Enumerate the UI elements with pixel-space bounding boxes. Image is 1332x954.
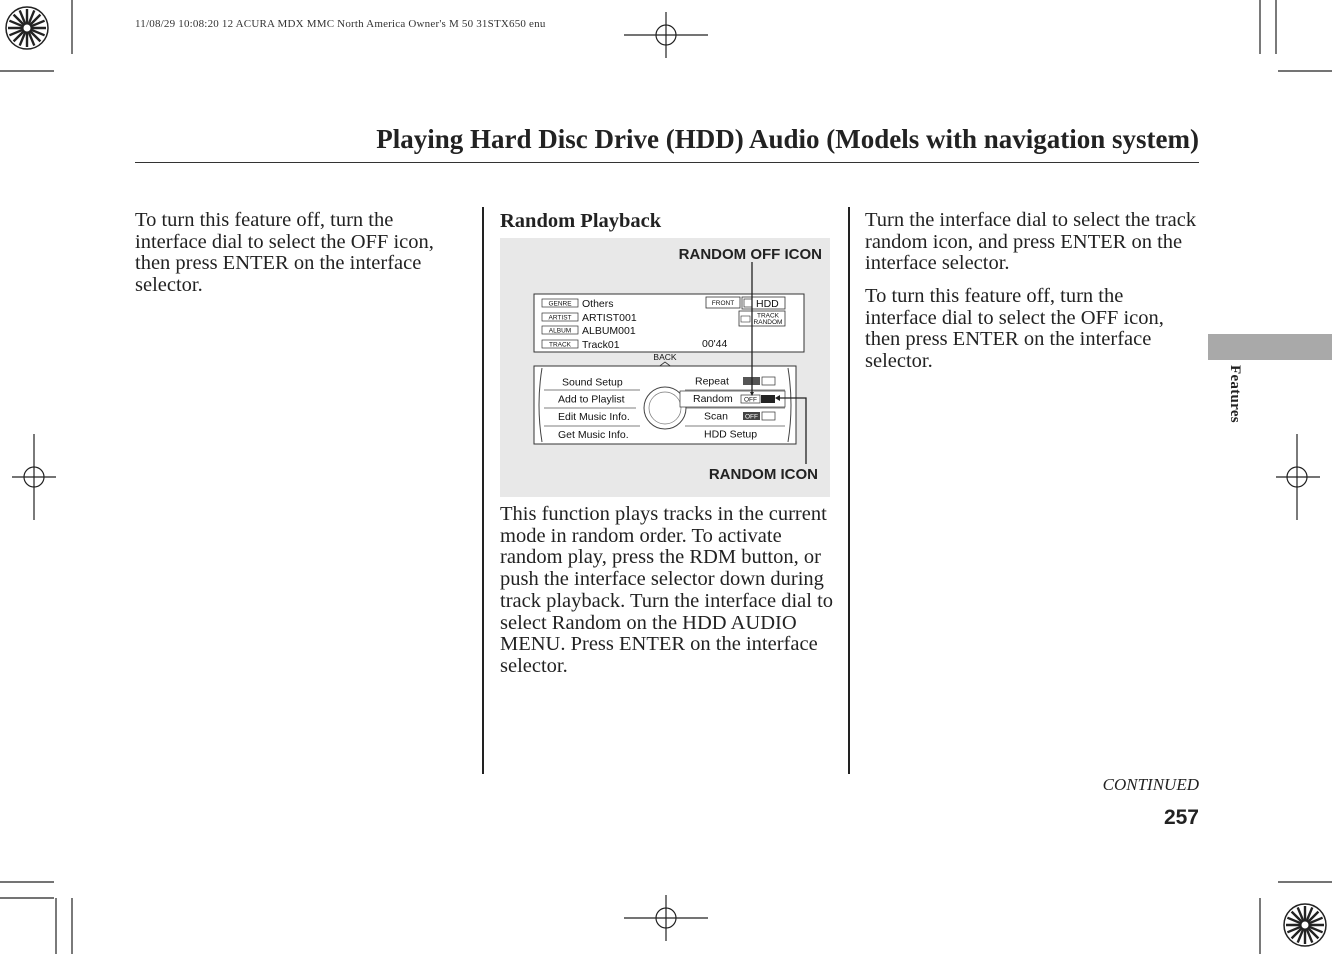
page-title: Playing Hard Disc Drive (HDD) Audio (Models with navigation system): [376, 124, 1199, 154]
middle-column-paragraph: This function plays tracks in the current mode in random order. To activate random play, press the RDM button, or push the interface selector down during track playback. Turn the interface dial to select Random on the HDD AUDIO MENU. Press ENTER on the interface selector.: [500, 503, 834, 677]
menu-random: Random: [693, 393, 733, 405]
back-label: BACK: [653, 352, 677, 362]
column-divider-left: [482, 207, 484, 774]
page-number: 257: [1163, 806, 1199, 829]
svg-text:OFF: OFF: [744, 396, 757, 404]
title-divider: [135, 162, 1199, 163]
section-tab-label: Features: [1227, 365, 1243, 423]
random-icon-callout: RANDOM ICON: [708, 466, 818, 483]
right-column-paragraph-2: To turn this feature off, turn the interface dial to select the OFF icon, then press ENTER on the interface selector.: [865, 285, 1164, 373]
section-heading: Random Playback: [500, 210, 662, 232]
menu-edit-music-info: Edit Music Info.: [558, 411, 630, 423]
track-time: 00'44: [702, 338, 728, 350]
menu-repeat: Repeat: [695, 375, 729, 388]
menu-add-to-playlist: Add to Playlist: [558, 393, 625, 406]
svg-text:ARTIST001: ARTIST001: [582, 312, 637, 324]
svg-text:ALBUM001: ALBUM001: [582, 325, 636, 337]
front-label: FRONT: [711, 300, 735, 307]
registration-target-bottom-right-icon: [1284, 904, 1326, 946]
right-column-paragraph-1: Turn the interface dial to select the track random icon, and press ENTER on the interface selector.: [865, 209, 1197, 275]
left-column-paragraph: To turn this feature off, turn the interface dial to select the OFF icon, then press ENTER on the interface selector.: [135, 209, 434, 297]
random-off-icon-callout: RANDOM OFF ICON: [678, 246, 822, 263]
svg-text:Others: Others: [582, 298, 614, 310]
hdd-audio-menu-figure: [500, 238, 830, 497]
registration-target-top-left-icon: [6, 7, 48, 49]
menu-get-music-info: Get Music Info.: [558, 429, 629, 441]
svg-text:TRACK: TRACK: [756, 312, 780, 320]
column-divider-right: [848, 207, 850, 774]
hdd-audio-screen: [500, 238, 830, 497]
svg-text:ARTIST: ARTIST: [548, 314, 572, 322]
menu-hdd-setup: HDD Setup: [704, 428, 758, 441]
svg-text:RANDOM: RANDOM: [753, 319, 783, 326]
menu-sound-setup: Sound Setup: [562, 376, 623, 389]
menu-scan: Scan: [704, 410, 728, 423]
svg-text:ALBUM: ALBUM: [548, 327, 572, 335]
svg-text:OFF: OFF: [745, 413, 758, 421]
continued-label: CONTINUED: [1102, 775, 1199, 794]
section-tab: [1208, 334, 1332, 360]
svg-text:Track01: Track01: [582, 339, 620, 351]
svg-text:TRACK: TRACK: [548, 341, 572, 349]
random-icon: [761, 395, 775, 403]
source-label: HDD: [756, 298, 779, 310]
svg-text:GENRE: GENRE: [548, 300, 572, 308]
print-metadata: 11/08/29 10:08:20 12 ACURA MDX MMC North America Owner's M 50 31STX650 enu: [135, 18, 546, 30]
